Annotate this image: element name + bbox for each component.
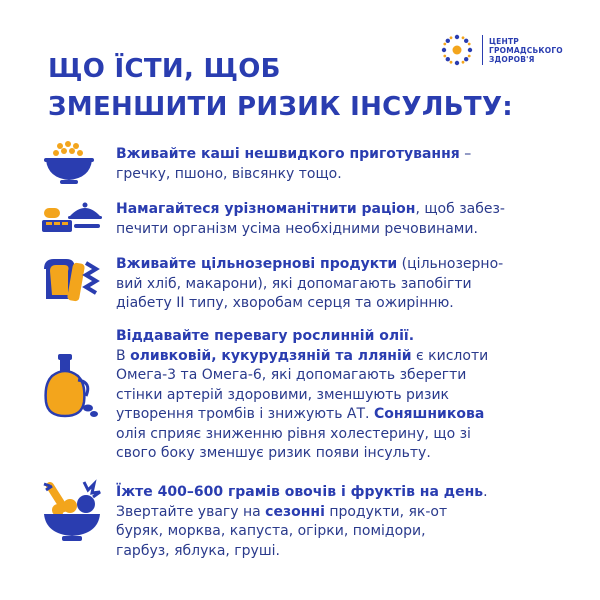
text: , щоб забез-	[415, 201, 505, 217]
logo-divider	[482, 35, 483, 65]
item-line	[116, 220, 586, 240]
vegetables-bowl-icon	[40, 478, 104, 546]
text: Омега-3 та Омега-6, які допомагають зберегти	[116, 367, 467, 383]
porridge-bowl-icon	[40, 140, 98, 186]
item-line	[116, 483, 586, 503]
item-line	[116, 255, 586, 275]
text: вий хліб, макарони), які допомагають запобігти	[116, 275, 472, 292]
logo	[440, 33, 563, 67]
item-line	[116, 165, 586, 185]
bold-text: оливковій, кукурудзяній та лляній	[130, 347, 412, 364]
list-item	[116, 327, 586, 464]
item-line	[116, 386, 586, 406]
logo-text	[489, 37, 563, 64]
logo-line-1: ЦЕНТР	[489, 36, 519, 46]
item-line	[116, 347, 586, 367]
text: В	[116, 347, 131, 364]
text: (цільнозерно-	[397, 256, 504, 272]
bold-text: Вживайте каші нешвидкого приготування	[116, 146, 460, 162]
item-line	[116, 366, 586, 386]
bold-text: Віддавайте перевагу рослинній олії.	[116, 328, 415, 344]
item-line	[116, 542, 586, 562]
item-line	[116, 275, 586, 295]
item-line	[116, 405, 586, 425]
bold-text: Намагайтеся урізноманітнити раціон	[116, 201, 416, 217]
text: печити організм усіма необхідними речовинами.	[116, 220, 478, 237]
logo-mark-icon	[440, 33, 474, 67]
bold-text: Їжте 400–600 грамів овочів і фруктів на день	[116, 484, 484, 500]
text: .	[483, 484, 488, 500]
text: утворення тромбів і знижують АТ.	[116, 406, 374, 422]
oil-bottle-icon	[40, 352, 100, 422]
item-line	[116, 294, 586, 314]
list-item	[116, 483, 586, 561]
text: гарбуз, яблука, груші.	[116, 542, 280, 559]
item-line	[116, 425, 586, 445]
dishes-icon	[40, 196, 104, 238]
text: стінки артерій здоровими, зменшують ризик	[116, 386, 450, 403]
text: гречку, пшоно, вівсянку тощо.	[116, 165, 342, 182]
item-line	[116, 503, 586, 523]
text: діабету ІІ типу, хворобам серця та ожирінню.	[116, 295, 454, 311]
text: продукти, як-от	[324, 503, 448, 520]
text: буряк, морква, капуста, огірки, помідори,	[116, 523, 426, 539]
item-line	[116, 327, 586, 347]
bold-text: Вживайте цільнозернові продукти	[116, 256, 398, 272]
bold-text: сезонні	[265, 503, 325, 520]
list-item	[116, 200, 586, 239]
text: є кислоти	[411, 347, 489, 364]
bold-text: Соняшникова	[373, 406, 485, 422]
item-line	[116, 444, 586, 464]
title-line-2: ЗМЕНШИТИ РИЗИК ІНСУЛЬТУ:	[48, 92, 513, 122]
text: Звертайте увагу на	[116, 503, 266, 520]
item-line	[116, 200, 586, 220]
item-line	[116, 522, 586, 542]
title-line-1: ЩО ЇСТИ, ЩОБ	[48, 54, 281, 84]
text: свого боку зменшує ризик появи інсульту.	[116, 445, 431, 461]
list-item	[116, 145, 586, 184]
item-line	[116, 145, 586, 165]
logo-line-3: ЗДОРОВ'Я	[489, 54, 535, 64]
text: –	[459, 146, 472, 162]
list-item	[116, 255, 586, 314]
logo-line-2: ГРОМАДСЬКОГО	[489, 45, 563, 55]
bread-icon	[40, 255, 102, 305]
text: олія сприяє зниженню рівня холестерину, що зі	[116, 425, 471, 442]
